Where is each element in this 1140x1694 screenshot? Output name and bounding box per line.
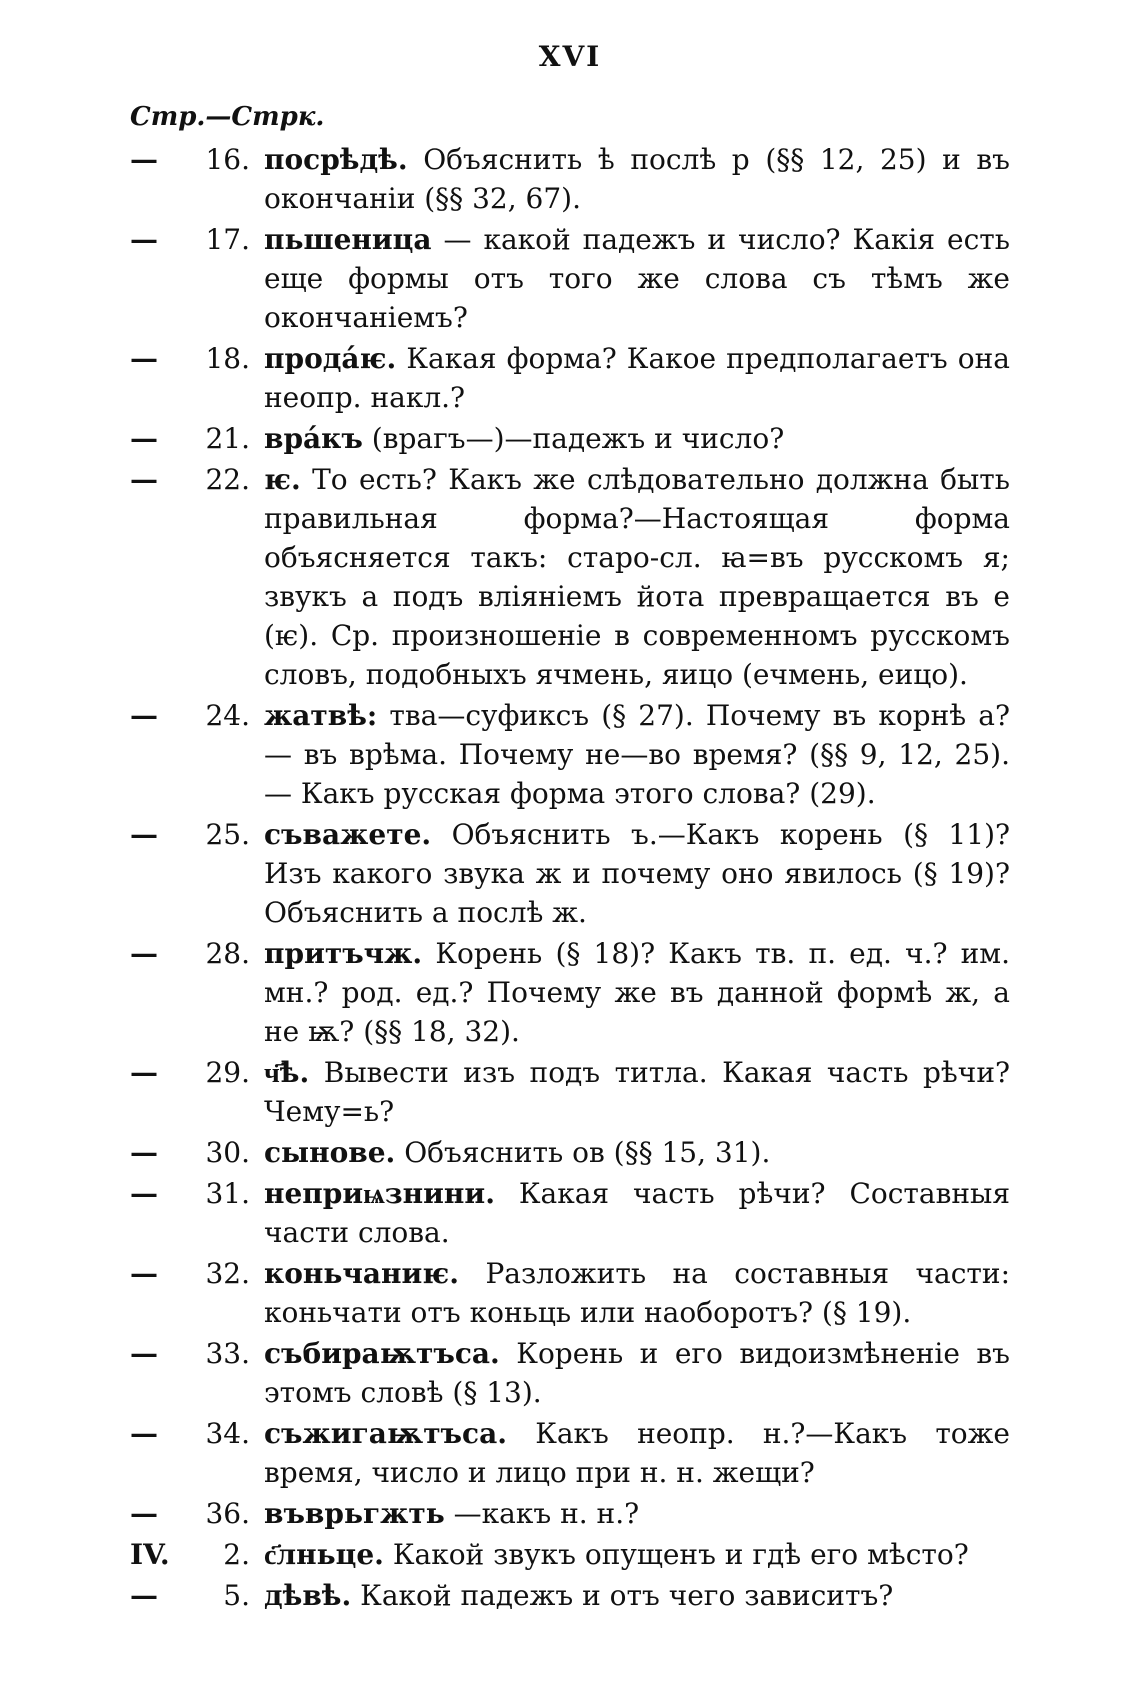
- page-mark: —: [130, 1497, 158, 1530]
- line-number: 22.: [205, 463, 250, 496]
- entry-text: [264, 1494, 1010, 1533]
- headword: съжигаѭтъса.: [264, 1417, 507, 1450]
- entry-row: [130, 1576, 1010, 1615]
- line-number: 33.: [205, 1337, 250, 1370]
- page-mark: —: [130, 143, 158, 176]
- entry-body: Какой падежъ и отъ чего зависитъ?: [360, 1579, 894, 1612]
- page-number: XVI: [538, 40, 602, 73]
- entry-text: [264, 339, 1010, 417]
- entry-body: То есть? Какъ же слѣдовательно должна быть правильная форма?—Настоящая форма объясняется такъ: старо-сл. ꙗ=въ русскомъ я; звукъ а подъ вліяніемъ йота превращается въ е (ѥ). Ср. произношеніе в современномъ русскомъ словъ, подобныхъ ячмень, яицо (ечмень, еицо).: [264, 463, 1010, 691]
- headword: дѣвѣ.: [264, 1579, 352, 1612]
- page-mark: IV.: [130, 1538, 170, 1571]
- entry-body: Объяснить ъ.—Какъ корень (§ 11)? Изъ какого звука ж и почему оно явилось (§ 19)? Объяснить а послѣ ж.: [264, 818, 1010, 929]
- entry-row: [130, 1535, 1010, 1574]
- line-number: 21.: [205, 422, 250, 455]
- line-number: 24.: [205, 699, 250, 732]
- entry-row: [130, 1133, 1010, 1172]
- page-mark: —: [130, 699, 158, 732]
- entry-body: Вывести изъ подъ титла. Какая часть рѣчи? Чему=ь?: [264, 1056, 1010, 1128]
- headword: неприѩзнини.: [264, 1177, 495, 1210]
- entry-row: [130, 460, 1010, 694]
- entry-text: [264, 696, 1010, 813]
- entry-body: Разложить на составныя части: коньчати отъ коньць или наоборотъ? (§ 19).: [264, 1257, 1010, 1329]
- entry-text: [264, 1254, 1010, 1332]
- entry-text: [264, 1535, 1010, 1574]
- entry-body: Какъ неопр. н.?—Какъ тоже время, число и лицо при н. н. жещи?: [264, 1417, 1010, 1489]
- headword: с҃лньце.: [264, 1538, 384, 1571]
- page-mark: —: [130, 1417, 158, 1450]
- headword: сынове.: [264, 1136, 396, 1169]
- entry-row: [130, 934, 1010, 1051]
- page-mark: —: [130, 1579, 158, 1612]
- page-mark: —: [130, 342, 158, 375]
- entry-text: [264, 934, 1010, 1051]
- headword: прода́ѥ.: [264, 342, 397, 375]
- line-number: 34.: [205, 1417, 250, 1450]
- page-mark: —: [130, 1136, 158, 1169]
- entry-row: [130, 1053, 1010, 1131]
- entry-text: [264, 1576, 1010, 1615]
- entry-row: [130, 1254, 1010, 1332]
- entry-text: [264, 1053, 1010, 1131]
- entry-text: [264, 1334, 1010, 1412]
- page-mark: —: [130, 1056, 158, 1089]
- page-mark: —: [130, 818, 158, 851]
- entry-text: [264, 1174, 1010, 1252]
- line-number: 25.: [205, 818, 250, 851]
- entry-body: Какой звукъ опущенъ и гдѣ его мѣсто?: [392, 1538, 969, 1571]
- entry-text: [264, 460, 1010, 694]
- headword: посрѣдѣ.: [264, 143, 408, 176]
- entry-body: Объяснить ѣ послѣ р (§§ 12, 25) и въ окончаніи (§§ 32, 67).: [264, 143, 1010, 215]
- entry-row: [130, 419, 1010, 458]
- page-mark: —: [130, 422, 158, 455]
- entry-body: тва—суфиксъ (§ 27). Почему въ корнѣ а?— въ врѣма. Почему не—во время? (§§ 9, 12, 25).— Какъ русская форма этого слова? (29).: [264, 699, 1010, 810]
- entry-text: [264, 815, 1010, 932]
- entry-row: [130, 1414, 1010, 1492]
- entry-body: Объяснить ов (§§ 15, 31).: [404, 1136, 771, 1169]
- headword: съважете.: [264, 818, 432, 851]
- entry-body: (врагъ—)—падежъ и число?: [371, 422, 785, 455]
- line-number: 2.: [223, 1538, 250, 1571]
- page-mark: —: [130, 223, 158, 256]
- entries-list: [130, 140, 1010, 1617]
- entry-row: [130, 1494, 1010, 1533]
- page-mark: —: [130, 1337, 158, 1370]
- entry-text: [264, 220, 1010, 337]
- headword: жатвѣ:: [264, 699, 378, 732]
- page-mark: —: [130, 1257, 158, 1290]
- entry-row: [130, 815, 1010, 932]
- entry-body: — какой падежъ и число? Какія есть еще формы отъ того же слова съ тѣмъ же окончаніемъ?: [264, 223, 1011, 334]
- line-number: 16.: [205, 143, 250, 176]
- line-number: 32.: [205, 1257, 250, 1290]
- line-number: 5.: [223, 1579, 250, 1612]
- line-number: 29.: [205, 1056, 250, 1089]
- headword: ѥ.: [264, 463, 301, 496]
- entry-row: [130, 140, 1010, 218]
- entry-text: [264, 1414, 1010, 1492]
- entry-row: [130, 220, 1010, 337]
- line-number: 17.: [205, 223, 250, 256]
- headword: притъчж.: [264, 937, 423, 970]
- headword: вра́къ: [264, 422, 363, 455]
- line-number: 28.: [205, 937, 250, 970]
- line-number: 30.: [205, 1136, 250, 1169]
- headword: пьшеница: [264, 223, 432, 256]
- column-header: Стр.—Стрк.: [130, 102, 325, 132]
- line-number: 36.: [205, 1497, 250, 1530]
- entry-text: [264, 140, 1010, 218]
- entry-row: [130, 1174, 1010, 1252]
- headword: коньчаниѥ.: [264, 1257, 460, 1290]
- entry-body: Корень (§ 18)? Какъ тв. п. ед. ч.? им. мн.? род. ед.? Почему же въ данной формѣ ж, а не ѭ? (§§ 18, 32).: [264, 937, 1010, 1048]
- entry-text: [264, 1133, 1010, 1172]
- page-mark: —: [130, 1177, 158, 1210]
- entry-row: [130, 339, 1010, 417]
- line-number: 31.: [205, 1177, 250, 1210]
- headword: въврьгжть: [264, 1497, 445, 1530]
- entry-body: Какая форма? Какое предполагаетъ она неопр. накл.?: [264, 342, 1010, 414]
- page-mark: —: [130, 463, 158, 496]
- entry-row: [130, 1334, 1010, 1412]
- headword: ч҃ѣ.: [264, 1056, 310, 1089]
- page-mark: —: [130, 937, 158, 970]
- entry-body: Корень и его видоизмѣненіе въ этомъ словѣ (§ 13).: [264, 1337, 1010, 1409]
- entry-body: —какъ н. н.?: [453, 1497, 640, 1530]
- headword: събираѭтъса.: [264, 1337, 500, 1370]
- entry-body: Какая часть рѣчи? Составныя части слова.: [264, 1177, 1010, 1249]
- entry-text: [264, 419, 1010, 458]
- entry-row: [130, 696, 1010, 813]
- line-number: 18.: [205, 342, 250, 375]
